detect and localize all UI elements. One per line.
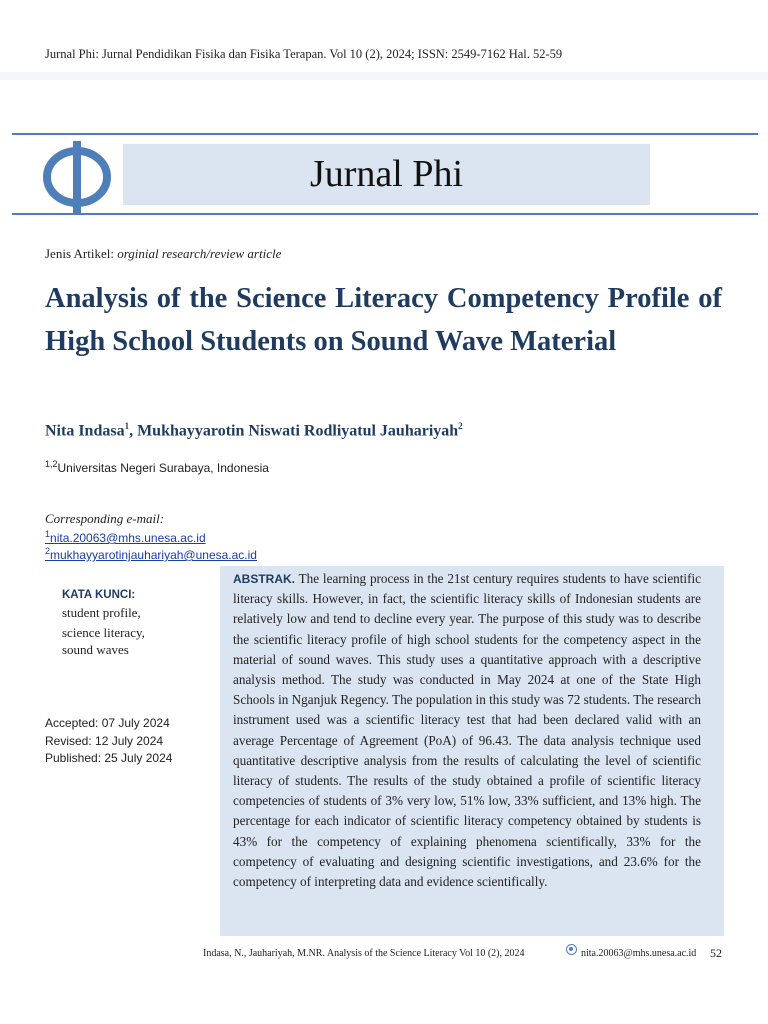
author-name: Nita Indasa (45, 422, 125, 440)
abstract-body: The learning process in the 21st century requires students to have scientific literacy skills. However, in fact, the scientific literacy skills of Indonesian students are relatively low and tend to decline every year. The purpose of this study was to describe the scientific literacy profile of high school students for the competency aspect in the material of sound waves. This study uses a quantitative approach with a descriptive analysis method. The study was conducted in May 2024 at one of the State High Schools in Nganjuk Regency. The population in this study was 72 students. The research instrument used was a scientific literacy test that had been declared valid with an average Percentage of Agreement (PoA) of 96.43. The data analysis technique used quantitative descriptive analysis from the results of calculating the level of scientific literacy of students. The results of the study obtained a profile of scientific literacy competencies of students of 3% very low, 51% low, 33% sufficient, and 13% high. The percentage for each indicator of scientific literacy competency obtained by students is 43% for the competency of explaining phenomena scientifically, 33% for the competency of evaluating and designing scientific investigations, and 23.6% for the competency of interpreting data and evidence scientifically. (233, 571, 701, 890)
author-affiliation-mark: 2 (458, 421, 463, 431)
author-list (45, 421, 463, 440)
footer-citation: Indasa, N., Jauhariyah, M.NR. Analysis of the Science Literacy Vol 10 (2), 2024 (203, 948, 525, 959)
affiliation-mark: 1,2 (45, 459, 58, 469)
article-type-label: Jenis Artikel: (45, 246, 114, 261)
header-shade-band (0, 72, 768, 80)
article-type (45, 246, 281, 262)
affiliation-text: Universitas Negeri Surabaya, Indonesia (57, 461, 269, 475)
page-number: 52 (710, 946, 722, 960)
keyword-item: sound waves (62, 642, 129, 657)
author-separator: , (129, 422, 138, 440)
revised-date: Revised: 12 July 2024 (45, 734, 164, 748)
published-date: Published: 25 July 2024 (45, 751, 173, 765)
accepted-date: Accepted: 07 July 2024 (45, 716, 170, 730)
email-address: mukhayyarotinjauhariyah@unesa.ac.id (50, 548, 257, 562)
running-header: Jurnal Phi: Jurnal Pendidikan Fisika dan Fisika Terapan. Vol 10 (2), 2024; ISSN: 2549-7162 Hal. 52-59 (45, 47, 563, 61)
email-mark: 1 (45, 529, 51, 539)
email-address: nita.20063@mhs.unesa.ac.id (50, 531, 206, 545)
banner-top-rule (12, 133, 758, 135)
email-link-2[interactable] (45, 546, 257, 562)
author-name: Mukhayyarotin Niswati Rodliyatul Jauhariyah (137, 422, 459, 440)
journal-name: Jurnal Phi (309, 153, 464, 195)
corresponding-email-label: Corresponding e-mail: (45, 511, 165, 526)
email-circle-icon (566, 944, 577, 955)
email-link-1[interactable] (45, 529, 206, 545)
email-mark: 2 (45, 546, 51, 556)
keyword-item: science literacy, (62, 625, 145, 640)
affiliation (45, 459, 269, 475)
abstract (233, 569, 701, 892)
author-affiliation-mark: 1 (124, 421, 130, 431)
article-type-value: orginial research/review article (117, 246, 282, 261)
abstract-label: ABSTRAK. (233, 572, 295, 586)
banner-bottom-rule (12, 213, 758, 215)
footer-email: nita.20063@mhs.unesa.ac.id (581, 948, 697, 959)
keywords-label: KATA KUNCI: (62, 589, 136, 601)
article-title: Analysis of the Science Literacy Competency Profile of High School Students on Sound Wave Material (45, 283, 722, 357)
phi-letter-icon (40, 141, 114, 213)
keyword-item: student profile, (62, 605, 141, 620)
